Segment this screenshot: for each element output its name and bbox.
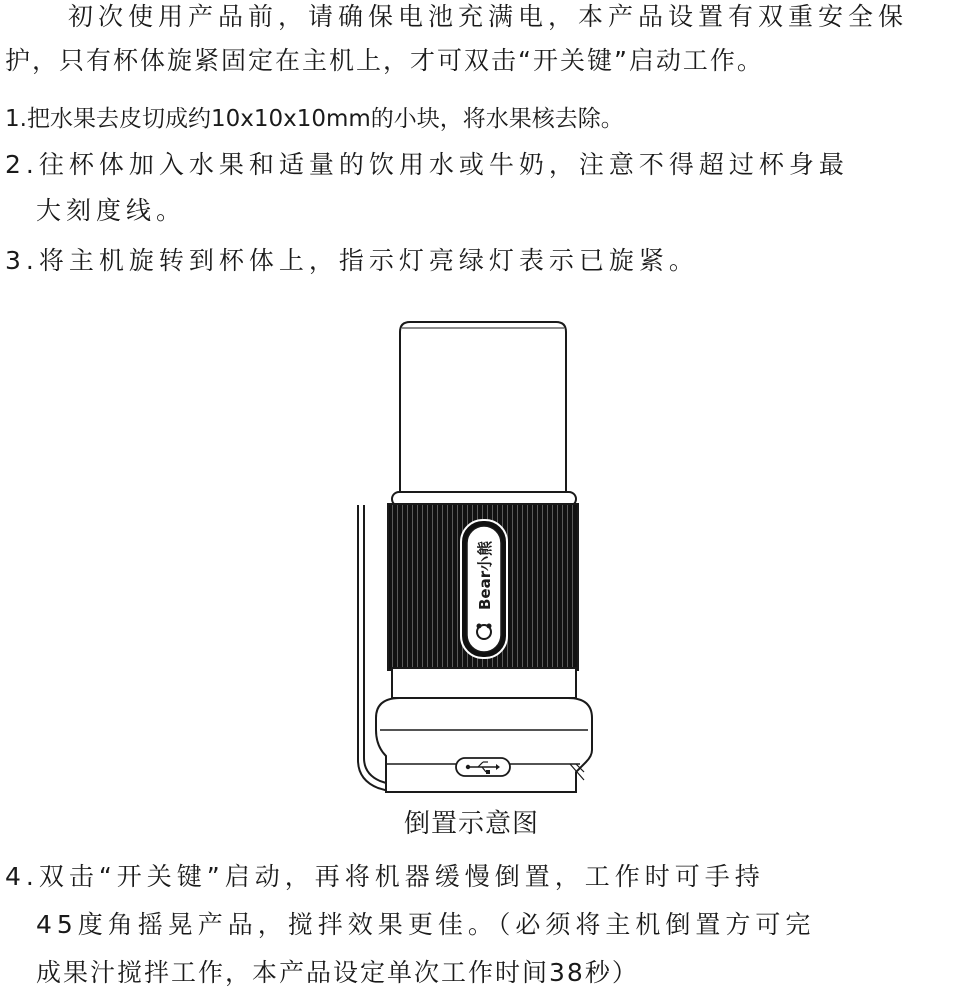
step-2-line-2: 大刻度线。 (36, 196, 187, 225)
step-3: 3.将主机旋转到杯体上，指示灯亮绿灯表示已旋紧。 (5, 246, 699, 275)
base-body (376, 698, 592, 792)
step-4-line-1: 4.双击“开关键”启动，再将机器缓慢倒置，工作时可手持 (5, 862, 765, 891)
lower-ring (392, 668, 576, 698)
step-2-line-1: 2.往杯体加入水果和适量的饮用水或牛奶，注意不得超过杯身最 (5, 150, 849, 179)
figure-caption: 倒置示意图 (404, 809, 540, 839)
usb-icon (456, 758, 510, 776)
step-1: 1.把水果去皮切成约10x10x10mm的小块，将水果核去除。 (5, 106, 624, 132)
intro-line-2: 护，只有杯体旋紧固定在主机上，才可双击“开关键”启动工作。 (5, 46, 764, 75)
step-4-line-2: 45度角摇晃产品，搅拌效果更佳。（必须将主机倒置方可完 (36, 910, 816, 939)
product-illustration (340, 310, 610, 810)
cup-body (400, 322, 566, 495)
brand-logo-text: Bear小熊 (476, 540, 494, 610)
intro-line-1: 初次使用产品前，请确保电池充满电，本产品设置有双重安全保 (68, 2, 909, 31)
step-4-line-3: 成果汁搅拌工作，本产品设定单次工作时间38秒） (36, 958, 639, 987)
